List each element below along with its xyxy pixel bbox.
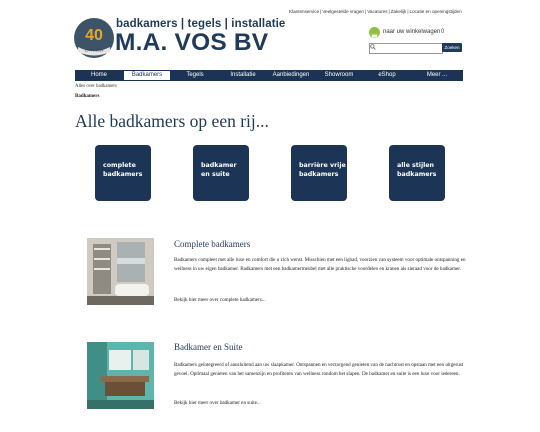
cart-link[interactable]: naar uw winkelwagen <box>383 29 441 35</box>
tile-label-line1: complete <box>103 162 136 169</box>
section-body-badkamer-en-suite: Badkamers geïntegreerd of aansluitend aan uw slaapkamer. Ontspannen en verzorgend genieten van de nachtrust en opstaan met een uitgerust gevoel. Optimaal genieten van het samenzijn en profiteren van wellness rondom het slapen. De badkamer en suite is een luxe voor iedereen. <box>174 362 464 378</box>
top-link-klantenservice[interactable]: Klantenservice <box>289 9 320 14</box>
section-title-badkamer-en-suite[interactable]: Badkamer en Suite <box>174 342 243 352</box>
tile-label-line2: badkamers <box>103 170 143 178</box>
nav-badkamers[interactable]: Badkamers <box>123 70 171 81</box>
tile-badkamer-en-suite[interactable] <box>193 145 249 201</box>
badge-years: 1974 | 2014 <box>84 48 104 53</box>
tile-label-line1: badkamer <box>201 162 237 169</box>
search-input[interactable] <box>369 43 443 54</box>
top-link-zakelijk[interactable]: Zakelijk <box>390 9 407 14</box>
search-icon <box>370 44 376 50</box>
nav-home[interactable]: Home <box>90 72 107 78</box>
tile-label-line1: alle stijlen <box>397 162 435 169</box>
complete-badkamers-photo[interactable] <box>87 238 154 305</box>
section-link-badkamer-en-suite[interactable]: Bekijk hier meer over badkamer en suite... <box>174 400 261 406</box>
cart-icon[interactable] <box>369 27 380 38</box>
main-nav <box>75 70 463 81</box>
badkamer-en-suite-photo[interactable] <box>87 342 154 409</box>
breadcrumb[interactable]: Alles over badkamers <box>75 84 117 89</box>
tile-label-line2: badkamers <box>299 170 339 178</box>
top-link-locatie[interactable]: Locatie en openingstijden <box>409 9 462 14</box>
top-links: Klantenservice|Veelgestelde vragen|Vacatures|Zakelijk|Locatie en openingstijden <box>289 9 462 14</box>
cart-glyph-icon <box>369 31 380 42</box>
page-title: Alle badkamers op een rij... <box>75 111 269 131</box>
company-brand-name: M.A. VOS BV <box>115 29 269 56</box>
tile-label-line2: badkamers <box>397 170 437 178</box>
section-body-complete-badkamers: Badkamers compleet met alle luxe en comfort die u zich wenst. Misschien met een ligbad, voorzien van systeem voor optimale ontspanning en wellness in uw eigen badkamer. Badkamers met een badkamermeubel met alle praktische voordelen en kranen als sieraad voor de badkamer. <box>174 257 466 273</box>
top-link-faq[interactable]: Veelgestelde vragen <box>322 9 364 14</box>
nav-meer[interactable]: Meer ... <box>426 72 448 78</box>
section-link-complete-badkamers[interactable]: Bekijk hier meer over complete badkamers... <box>174 297 266 303</box>
nav-tegels[interactable]: Tegels <box>186 72 204 78</box>
company-tagline: badkamers | tegels | installatie <box>116 18 286 30</box>
nav-showroom[interactable]: Showroom <box>324 72 354 78</box>
anniversary-badge-logo <box>73 17 115 59</box>
top-link-vacatures[interactable]: Vacatures <box>367 9 388 14</box>
search-button[interactable]: Zoeken <box>442 43 462 52</box>
tile-label-line2: en suite <box>201 170 230 178</box>
tile-alle-stijlen-badkamers[interactable] <box>389 145 445 201</box>
nav-installatie[interactable]: Installatie <box>230 72 256 78</box>
section-label: Badkamers <box>75 94 100 99</box>
cart-count: 0 <box>441 29 445 35</box>
tile-label-line1: barrière vrije <box>299 162 346 169</box>
tile-complete-badkamers[interactable] <box>95 145 151 201</box>
nav-aanbiedingen[interactable]: Aanbiedingen <box>272 72 310 78</box>
badge-number: 40 <box>85 27 103 44</box>
tile-barriere-vrije-badkamers[interactable] <box>291 145 347 201</box>
section-title-complete-badkamers[interactable]: Complete badkamers <box>174 239 251 249</box>
nav-eshop[interactable]: eShop <box>378 72 396 78</box>
